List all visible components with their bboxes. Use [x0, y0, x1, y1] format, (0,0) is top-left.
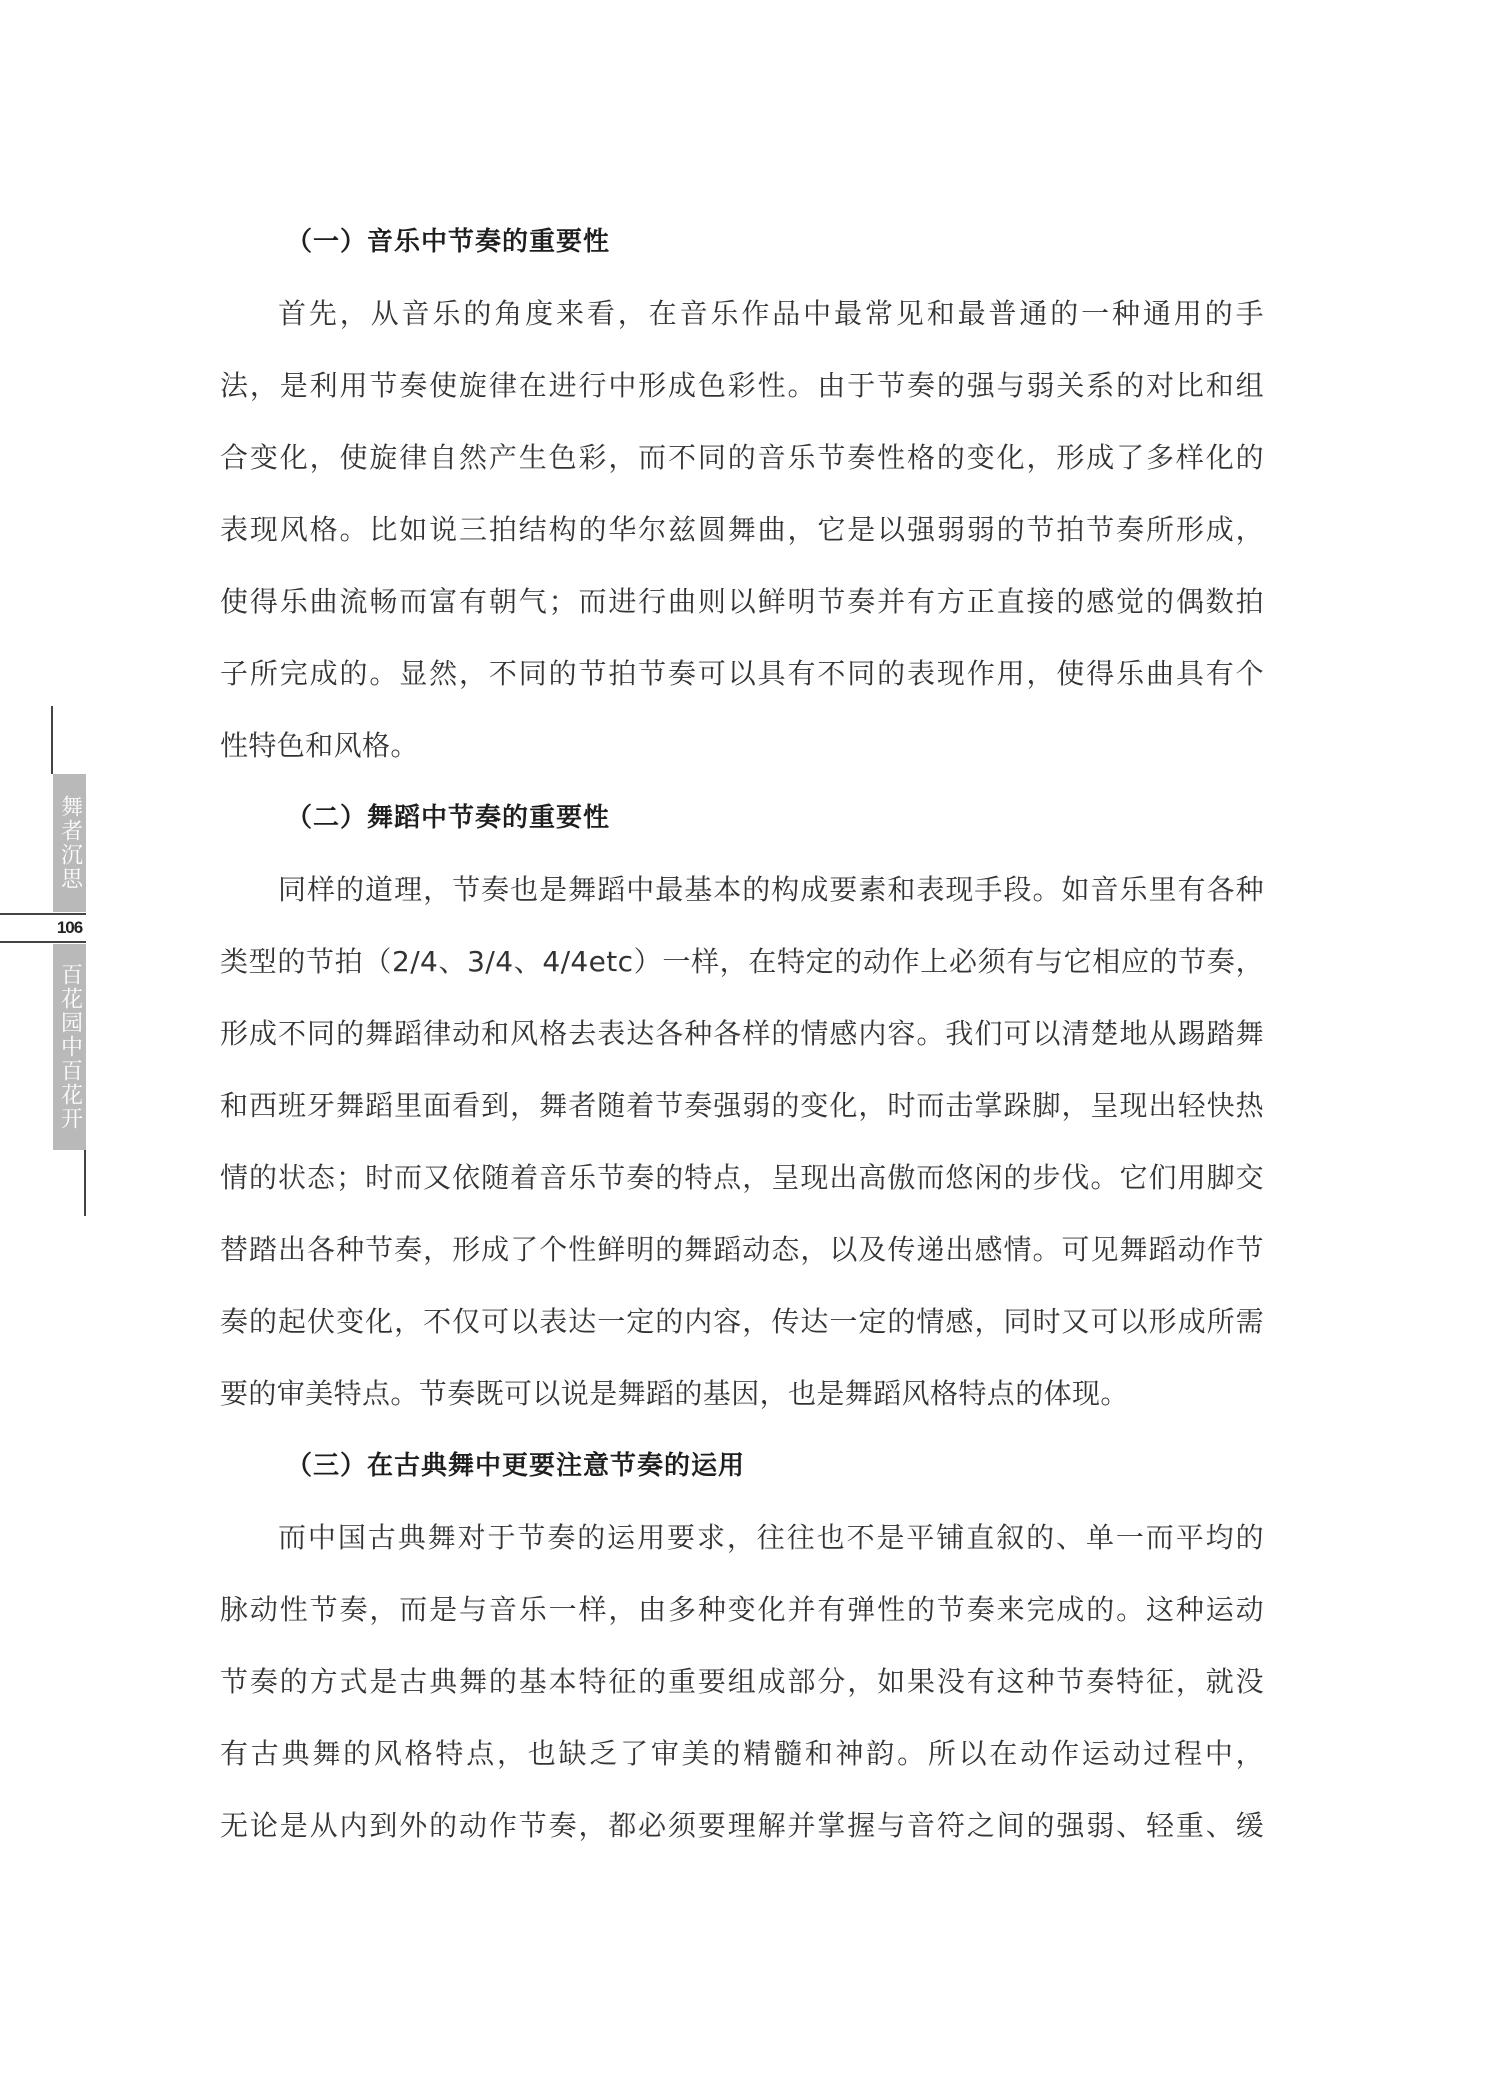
- paragraph-line: 首先，从音乐的角度来看，在音乐作品中最常见和最普通的一种通用的手: [278, 297, 1264, 330]
- paragraph-line: 使得乐曲流畅而富有朝气；而进行曲则以鲜明节奏并有方正直接的感觉的偶数拍: [220, 585, 1264, 618]
- paragraph-line: 有古典舞的风格特点，也缺乏了审美的精髓和神韵。所以在动作运动过程中，: [220, 1737, 1264, 1770]
- side-tab-lower-label: 百花园中百花开: [57, 963, 83, 1131]
- page-body: [220, 206, 1264, 1862]
- paragraph-line: 同样的道理，节奏也是舞蹈中最基本的构成要素和表现手段。如音乐里有各种: [278, 873, 1264, 906]
- paragraph-line: 而中国古典舞对于节奏的运用要求，往往也不是平铺直叙的、单一而平均的: [278, 1521, 1264, 1554]
- paragraph-line: 节奏的方式是古典舞的基本特征的重要组成部分，如果没有这种节奏特征，就没: [220, 1665, 1264, 1698]
- side-tab-upper: [53, 774, 86, 912]
- section-2-paragraph: [220, 854, 1264, 1430]
- paragraph-line: 和西班牙舞蹈里面看到，舞者随着节奏强弱的变化，时而击掌跺脚，呈现出轻快热: [220, 1089, 1264, 1122]
- side-rule-top: [51, 706, 53, 774]
- section-3-paragraph: [220, 1502, 1264, 1862]
- paragraph-line: 性特色和风格。: [220, 729, 419, 762]
- side-tab-lower: [53, 944, 86, 1150]
- paragraph-line: 表现风格。比如说三拍结构的华尔兹圆舞曲，它是以强弱弱的节拍节奏所形成，: [220, 513, 1264, 546]
- paragraph-line: 脉动性节奏，而是与音乐一样，由多种变化并有弹性的节奏来完成的。这种运动: [220, 1593, 1264, 1626]
- paragraph-line: 合变化，使旋律自然产生色彩，而不同的音乐节奏性格的变化，形成了多样化的: [220, 441, 1264, 474]
- paragraph-line: 情的状态；时而又依随着音乐节奏的特点，呈现出高傲而悠闲的步伐。它们用脚交: [220, 1161, 1264, 1194]
- paragraph-line: 奏的起伏变化，不仅可以表达一定的内容，传达一定的情感，同时又可以形成所需: [220, 1305, 1264, 1338]
- paragraph-line: 子所完成的。显然，不同的节拍节奏可以具有不同的表现作用，使得乐曲具有个: [220, 657, 1264, 690]
- side-rule-bottom: [84, 1150, 86, 1216]
- page-number: 106: [56, 918, 83, 937]
- paragraph-line: 形成不同的舞蹈律动和风格去表达各种各样的情感内容。我们可以清楚地从踢踏舞: [220, 1017, 1264, 1050]
- paragraph-line: 替踏出各种节奏，形成了个性鲜明的舞蹈动态，以及传递出感情。可见舞蹈动作节: [220, 1233, 1264, 1266]
- paragraph-line: 要的审美特点。节奏既可以说是舞蹈的基因，也是舞蹈风格特点的体现。: [220, 1377, 1129, 1410]
- section-heading-2: （二）舞蹈中节奏的重要性: [286, 803, 611, 833]
- section-heading-3: （三）在古典舞中更要注意节奏的运用: [286, 1451, 746, 1481]
- section-heading-1: （一）音乐中节奏的重要性: [286, 227, 611, 257]
- paragraph-line: 类型的节拍（2/4、3/4、4/4etc）一样，在特定的动作上必须有与它相应的节奏，: [220, 945, 1264, 978]
- section-1-paragraph: [220, 278, 1264, 782]
- paragraph-line: 法，是利用节奏使旋律在进行中形成色彩性。由于节奏的强与弱关系的对比和组: [220, 369, 1264, 402]
- paragraph-line: 无论是从内到外的动作节奏，都必须要理解并掌握与音符之间的强弱、轻重、缓: [220, 1809, 1264, 1842]
- side-tab-upper-label: 舞者沉思: [57, 795, 83, 891]
